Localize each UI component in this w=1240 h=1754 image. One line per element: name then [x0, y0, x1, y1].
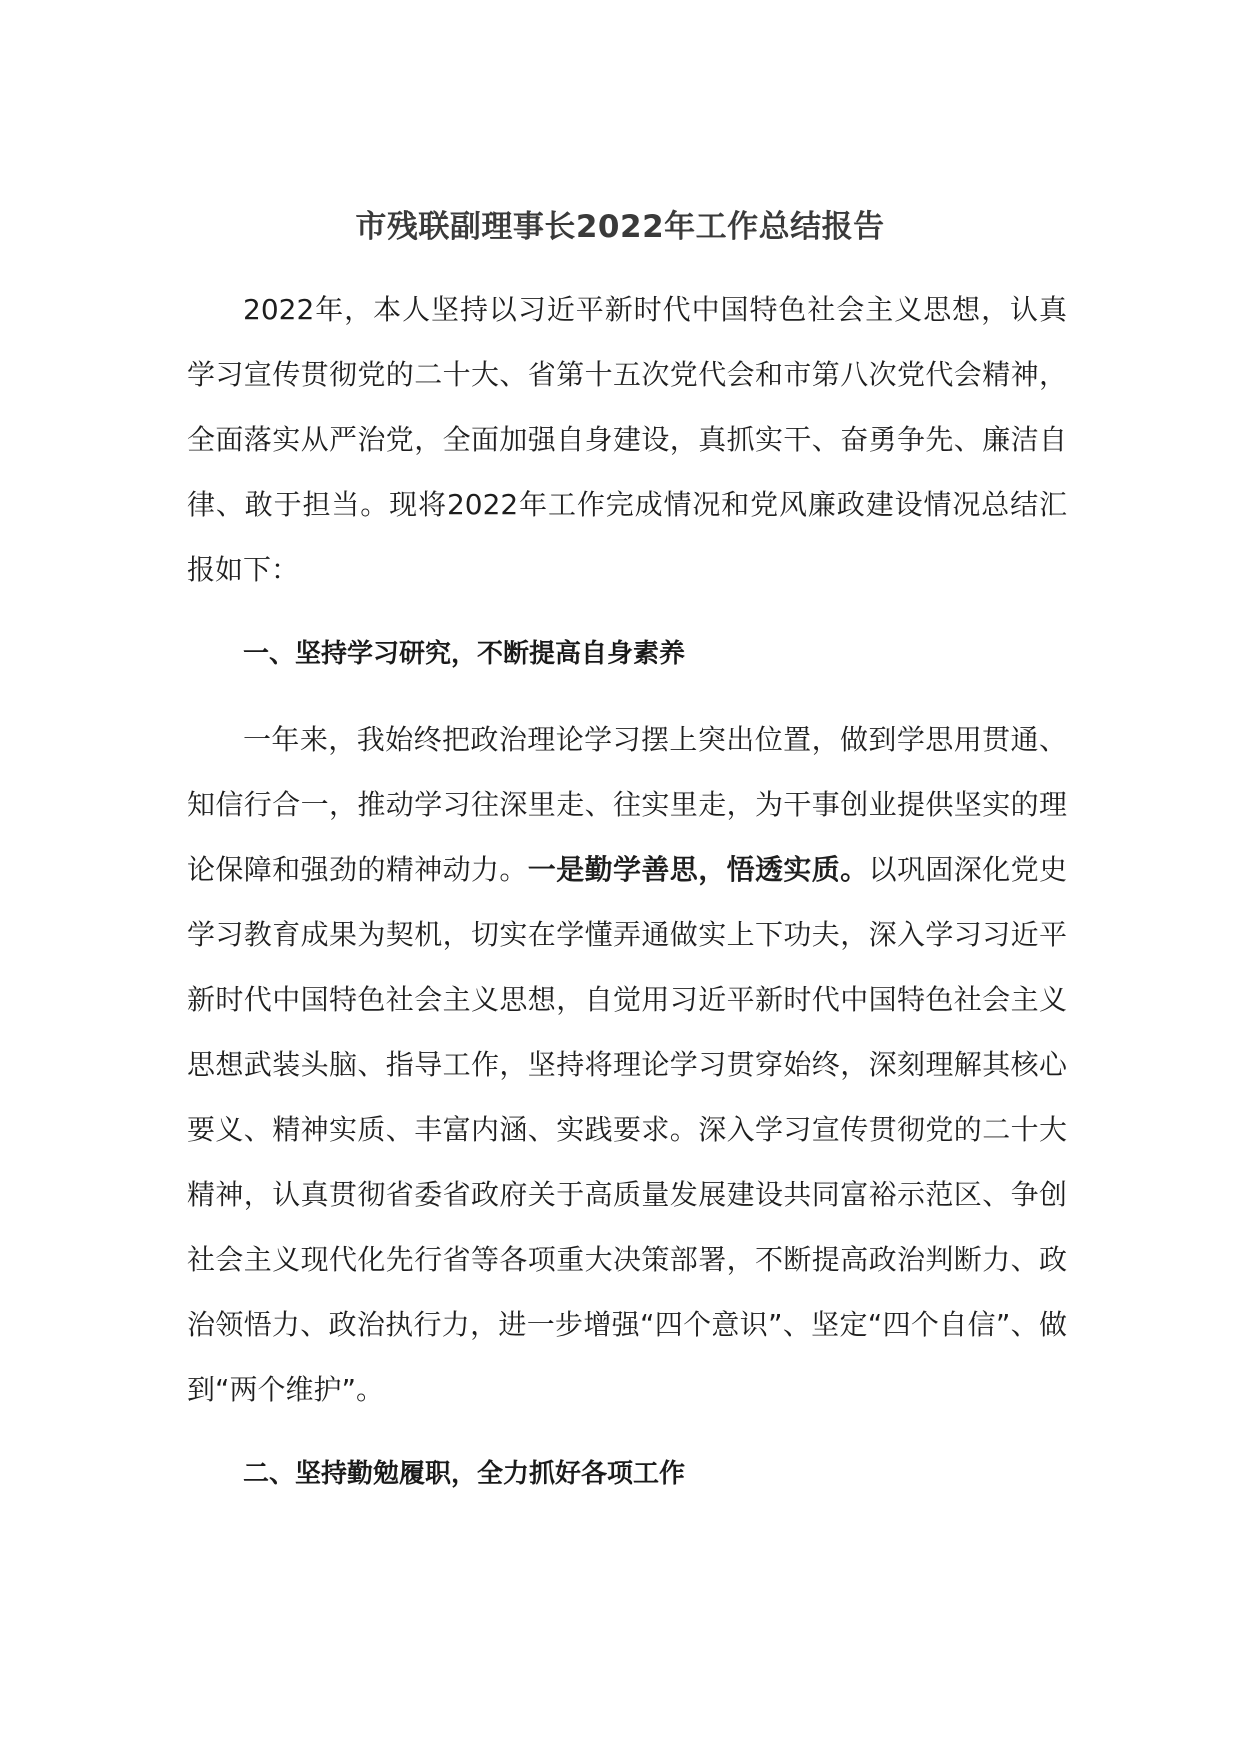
section-1-para-start: 一年来，我始终把政治理论学习摆上突出位置，做到学思用贯通、知信行合一，推动学习往深里走、往实里走，为干事创业提供坚实的理论保障和强劲的精神动力。: [187, 723, 1067, 886]
spacer: [187, 602, 1067, 622]
intro-paragraph: 2022年，本人坚持以习近平新时代中国特色社会主义思想，认真学习宣传贯彻党的二十大、省第十五次党代会和市第八次党代会精神，全面落实从严治党，全面加强自身建设，真抓实干、奋勇争先、廉洁自律、敢于担当。现将2022年工作完成情况和党风廉政建设情况总结汇报如下：: [187, 293, 1067, 586]
section-1-para-rest: 以巩固深化党史学习教育成果为契机，切实在学懂弄通做实上下功夫，深入学习习近平新时代中国特色社会主义思想，自觉用习近平新时代中国特色社会主义思想武装头脑、指导工作，坚持将理论学习贯穿始终，深刻理解其核心要义、精神实质、丰富内涵、实践要求。深入学习宣传贯彻党的二十大精神，认真贯彻省委省政府关于高质量发展建设共同富裕示范区、争创社会主义现代化先行省等各项重大决策部署，不断提高政治判断力、政治领悟力、政治执行力，进一步增强“四个意识”、坚定“四个自信”、做到“两个维护”。: [187, 853, 1067, 1406]
spacer: [187, 1422, 1067, 1442]
section-1-para-emphasis: 一是勤学善思，悟透实质。: [527, 853, 869, 886]
document-title: 市残联副理事长2022年工作总结报告: [355, 209, 885, 245]
section-2-heading: 二、坚持勤勉履职，全力抓好各项工作: [243, 1459, 686, 1489]
document-body: [187, 277, 1067, 1507]
spacer: [187, 687, 1067, 707]
section-1-paragraph: [187, 707, 1067, 1422]
section-1-heading: 一、坚持学习研究，不断提高自身素养: [243, 639, 686, 669]
